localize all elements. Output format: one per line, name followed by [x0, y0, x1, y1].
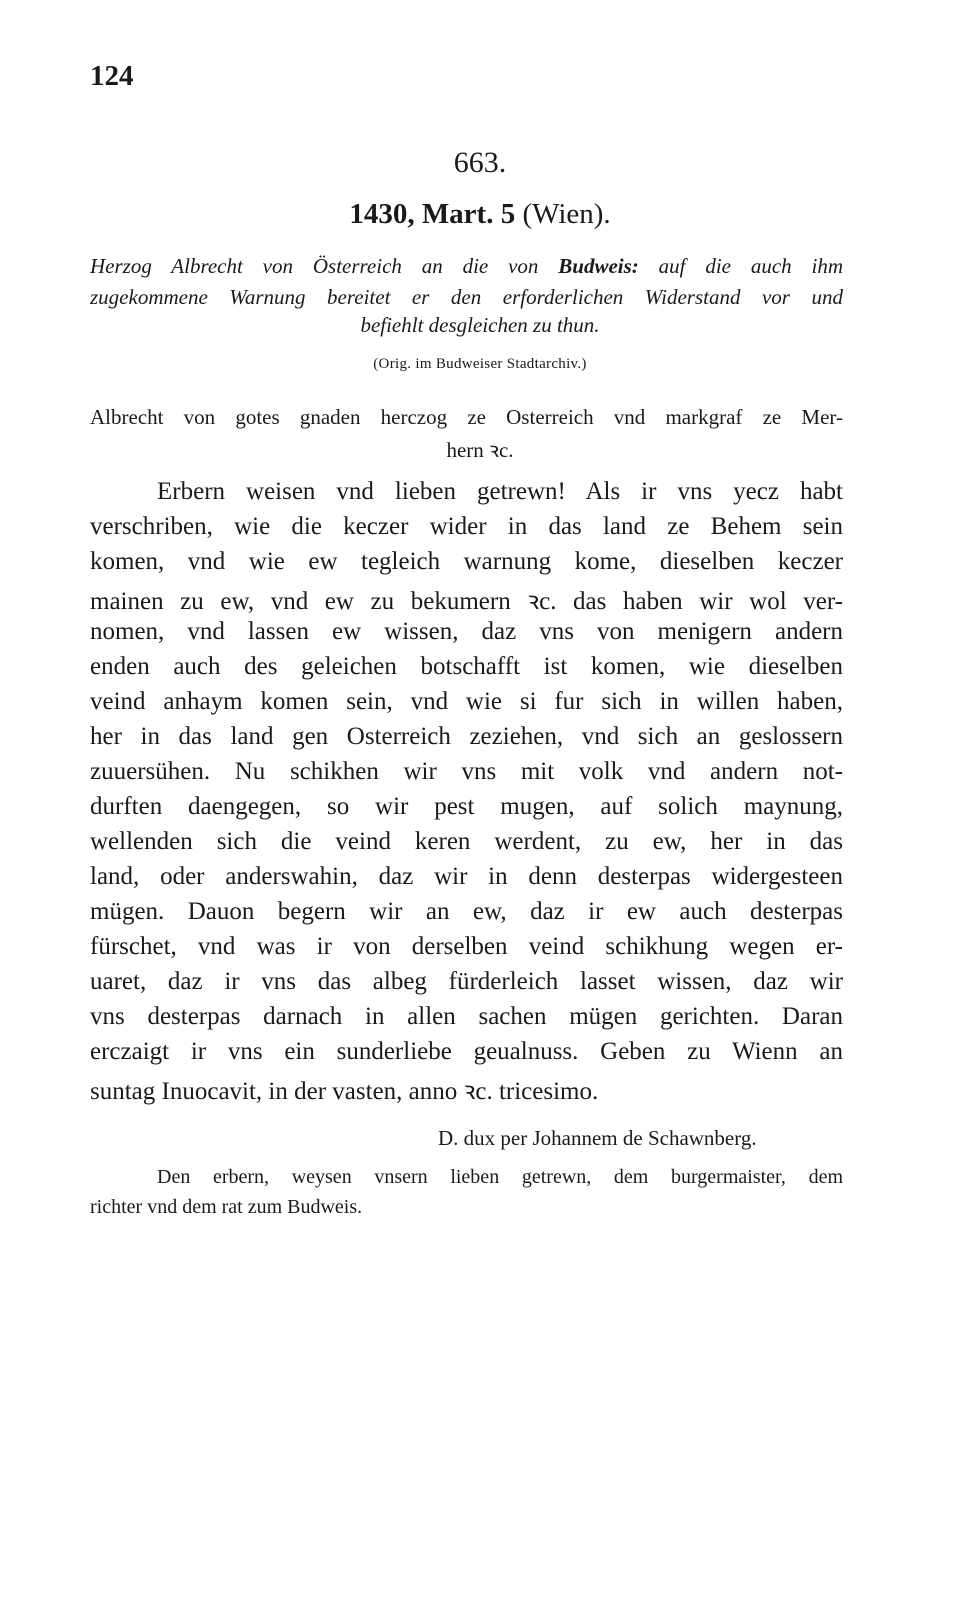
regest-line-2: zugekommene Warnung bereitet er den erforderlichen Widerstand vor und — [90, 285, 843, 309]
regest-line-3: befiehlt desgleichen zu thun. — [360, 313, 600, 337]
body-line: veind anhaym komen sein, vnd wie si fur sich in willen haben, — [90, 688, 843, 715]
body-line: mainen zu ew, vnd ew zu bekumern ꝛc. das haben wir wol ver- — [90, 588, 843, 615]
intitulatio-line-2: hern ꝛc. — [446, 438, 514, 462]
signature-line: D. dux per Johannem de Schawnberg. — [438, 1126, 757, 1150]
regest-text: Herzog Albrecht von Österreich an die von — [90, 254, 559, 278]
body-line: durften daengegen, so wir pest mugen, auf solich maynung, — [90, 793, 843, 820]
address-line-1: Den erbern, weysen vnsern lieben getrewn, dem burgermaister, dem — [157, 1166, 843, 1188]
body-line: nomen, vnd lassen ew wissen, daz vns von menigern andern — [90, 618, 843, 645]
body-line: Erbern weisen vnd lieben getrewn! Als ir vns yecz habt — [157, 478, 843, 505]
document-number: 663. — [453, 146, 507, 179]
body-line: uaret, daz ir vns das albeg fürderleich lasset wissen, daz wir — [90, 968, 843, 995]
body-line: erczaigt ir vns ein sunderliebe geualnuss. Geben zu Wienn an — [90, 1038, 843, 1065]
date-bold: 1430, Mart. 5 — [349, 198, 516, 230]
date-place: (Wien). — [515, 198, 611, 230]
body-line-last: suntag Inuocavit, in der vasten, anno ꝛc. tricesimo. — [90, 1078, 599, 1105]
intitulatio-line-1: Albrecht von gotes gnaden herczog ze Osterreich vnd markgraf ze Mer- — [90, 405, 843, 429]
regest-line-1 — [90, 254, 843, 279]
body-line: wellenden sich die veind keren werdent, zu ew, her in das — [90, 828, 843, 855]
source-note: (Orig. im Budweiser Stadtarchiv.) — [373, 356, 587, 372]
regest-text: auf die auch ihm — [638, 254, 843, 278]
page-number: 124 — [90, 60, 134, 92]
document-date — [0, 198, 960, 231]
body-line: vns desterpas darnach in allen sachen mügen gerichten. Daran — [90, 1003, 843, 1030]
body-line: zuuersühen. Nu schikhen wir vns mit volk vnd andern not- — [90, 758, 843, 785]
body-line: mügen. Dauon begern wir an ew, daz ir ew auch desterpas — [90, 898, 843, 925]
regest-place: Budweis: — [558, 254, 639, 278]
body-line: komen, vnd wie ew tegleich warnung kome, dieselben keczer — [90, 548, 843, 575]
body-line: land, oder anderswahin, daz wir in denn desterpas widergesteen — [90, 863, 843, 890]
body-line: her in das land gen Osterreich zeziehen, vnd sich an geslossern — [90, 723, 843, 750]
body-line: verschriben, wie die keczer wider in das land ze Behem sein — [90, 513, 843, 540]
body-line: enden auch des geleichen botschafft ist komen, wie dieselben — [90, 653, 843, 680]
address-line-2: richter vnd dem rat zum Budweis. — [90, 1196, 363, 1218]
body-line: fürschet, vnd was ir von derselben veind schikhung wegen er- — [90, 933, 843, 960]
